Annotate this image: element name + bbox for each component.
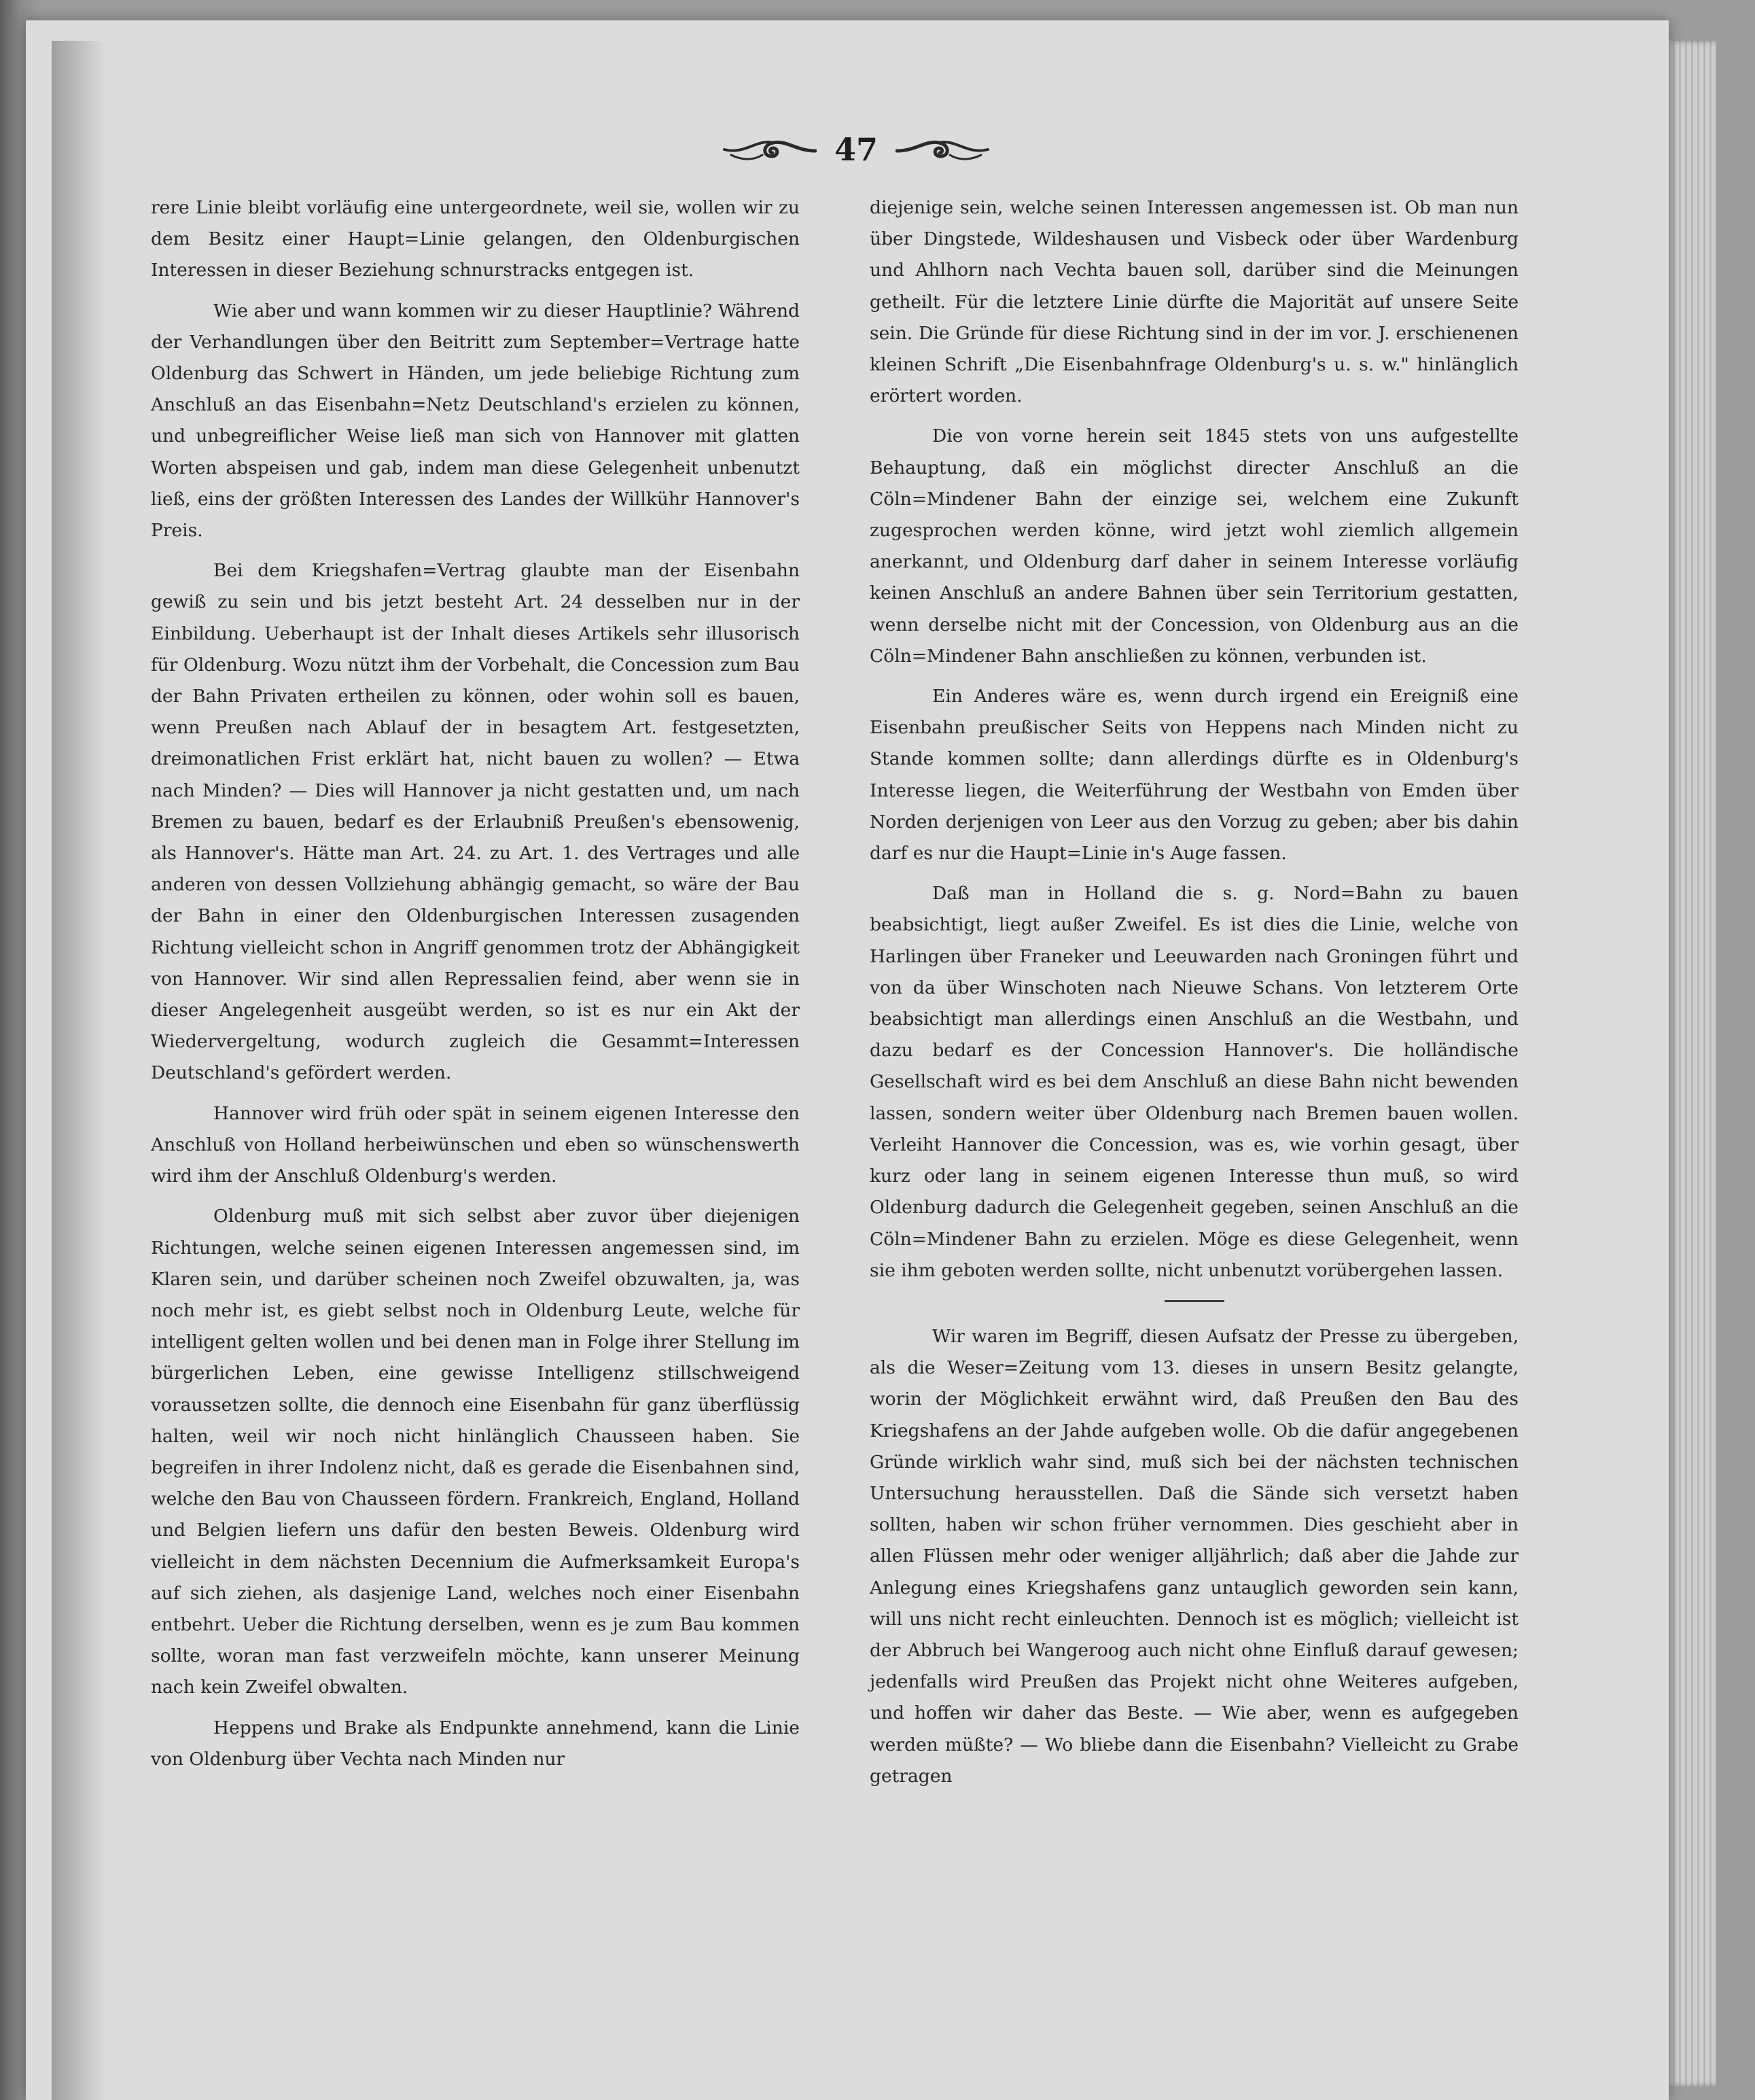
paragraph: Die von vorne herein seit 1845 stets von uns aufgestellte Behauptung, daß ein möglichst directer Anschluß an die Cöln=Mindener Bahn der einzige sei, welchem eine Zukunft zugesprochen werden könne, wird jetzt wohl ziemlich allgemein anerkannt, und Oldenburg darf daher in seinem Interesse vorläufig keinen Anschluß an andere Bahnen über sein Territorium gestatten, wenn derselbe nicht mit der Concession, von Oldenburg aus an die Cöln=Mindener Bahn anschließen zu können, verbunden ist. (870, 425, 1519, 667)
paragraph: Daß man in Holland die s. g. Nord=Bahn zu bauen beabsichtigt, liegt außer Zweifel. Es ist dies die Linie, welche von Harlingen über Franeker und Leeuwarden nach Groningen führt und von da über Winschoten nach Nieuwe Schans. Von letzterem Orte beabsichtigt man allerdings einen Anschluß an die Westbahn, und dazu bedarf es der Concession Hannover's. Die holländische Gesellschaft wird es bei dem Anschluß an diese Bahn nicht bewenden lassen, sondern weiter über Oldenburg nach Bremen bauen wollen. Verleiht Hannover die Concession, was es, wie vorhin gesagt, über kurz oder lang in seinem eigenen Interesse thun muß, so wird Oldenburg dadurch die Gelegenheit gegeben, seinen Anschluß an die Cöln=Mindener Bahn zu erzielen. Möge es diese Gelegenheit, wenn sie ihm geboten werden sollte, nicht unbenutzt vorübergehen lassen. (870, 883, 1519, 1281)
paragraph: diejenige sein, welche seinen Interessen angemessen ist. Ob man nun über Dingstede, Wildeshausen und Visbeck oder über Wardenburg und Ahlhorn nach Vechta bauen soll, darüber sind die Meinungen getheilt. Für die letztere Linie dürfte die Majorität auf unsere Seite sein. Die Gründe für diese Richtung sind in der im vor. J. erschienenen kleinen Schrift „Die Eisenbahnfrage Oldenburg's u. s. w." hinlänglich erörtert worden. (870, 197, 1519, 407)
section-divider (1165, 1300, 1224, 1302)
paragraph: Heppens und Brake als Endpunkte annehmend, kann die Linie von Oldenburg über Vechta nach Minden nur (151, 1717, 800, 1770)
page-edges (1669, 41, 1716, 2086)
gutter-shadow (52, 41, 106, 2100)
page-header (700, 126, 1012, 173)
page-number: 47 (834, 131, 878, 168)
paragraph: Ein Anderes wäre es, wenn durch irgend ein Ereigniß eine Eisenbahn preußischer Seits von Heppens nach Minden nicht zu Stande kommen sollte; dann allerdings dürfte es in Oldenburg's Interesse liegen, die Weiterführung der Westbahn von Emden über Norden derjenigen von Leer aus den Vorzug zu geben; aber bis dahin darf es nur die Haupt=Linie in's Auge fassen. (870, 686, 1519, 864)
left-flourish-ornament (722, 135, 817, 164)
left-text-column (151, 192, 800, 1784)
paragraph: Hannover wird früh oder spät in seinem eigenen Interesse den Anschluß von Holland herbeiwünschen und eben so wünschenswerth wird ihm der Anschluß Oldenburg's werden. (151, 1102, 800, 1187)
paragraph: rere Linie bleibt vorläufig eine untergeordnete, weil sie, wollen wir zu dem Besitz einer Haupt=Linie gelangen, den Oldenburgischen Interessen in dieser Beziehung schnurstracks entgegen ist. (151, 197, 800, 281)
paragraph: Oldenburg muß mit sich selbst aber zuvor über diejenigen Richtungen, welche seinen eigenen Interessen angemessen sind, im Klaren sein, und darüber scheinen noch Zweifel obzuwalten, ja, was noch mehr ist, es giebt selbst noch in Oldenburg Leute, welche für intelligent gelten wollen und bei denen man in Folge ihrer Stellung im bürgerlichen Leben, eine gewisse Intelligenz stillschweigend voraussetzen sollte, die dennoch eine Eisenbahn für ganz überflüssig halten, weil wir noch nicht hinlänglich Chausseen haben. Sie begreifen in ihrer Indolenz nicht, daß es gerade die Eisenbahnen sind, welche den Bau von Chausseen fördern. Frankreich, England, Holland und Belgien liefern uns dafür den besten Beweis. Oldenburg wird vielleicht in dem nächsten Decennium die Aufmerksamkeit Europa's auf sich ziehen, als dasjenige Land, welches noch einer Eisenbahn entbehrt. Ueber die Richtung derselben, wenn es je zum Bau kommen sollte, woran man fast verzweifeln möchte, kann unserer Meinung nach kein Zweifel obwalten. (151, 1206, 800, 1698)
right-flourish-ornament (896, 135, 991, 164)
paragraph: Wie aber und wann kommen wir zu dieser Hauptlinie? Während der Verhandlungen über den Beitritt zum September=Vertrage hatte Oldenburg das Schwert in Händen, um jede beliebige Richtung zum Anschluß an das Eisenbahn=Netz Deutschland's erzielen zu können, und unbegreiflicher Weise ließ man sich von Hannover mit glatten Worten abspeisen und gab, indem man diese Gelegenheit unbenutzt ließ, eins der größten Interessen des Landes der Willkühr Hannover's Preis. (151, 300, 800, 542)
right-text-column (870, 192, 1519, 1801)
paragraph: Bei dem Kriegshafen=Vertrag glaubte man der Eisenbahn gewiß zu sein und bis jetzt besteht Art. 24 desselben nur in der Einbildung. Ueberhaupt ist der Inhalt dieses Artikels sehr illusorisch für Oldenburg. Wozu nützt ihm der Vorbehalt, die Concession zum Bau der Bahn Privaten ertheilen zu können, oder wohin soll es bauen, wenn Preußen nach Ablauf der in besagtem Art. festgesetzten, dreimonatlichen Frist erklärt hat, nicht bauen zu wollen? — Etwa nach Minden? — Dies will Hannover ja nicht gestatten und, um nach Bremen zu bauen, bedarf es der Erlaubniß Preußen's ebensowenig, als Hannover's. Hätte man Art. 24. zu Art. 1. des Vertrages und alle anderen von dessen Vollziehung abhängig gemacht, so wäre der Bau der Bahn in einer den Oldenburgischen Interessen zusagenden Richtung vielleicht schon in Angriff genommen trotz der Abhängigkeit von Hannover. Wir sind allen Repressalien feind, aber wenn sie in dieser Angelegenheit ausgeübt werden, so ist es nur ein Akt der Wiedervergeltung, wodurch zugleich die Gesammt=Interessen Deutschland's gefördert werden. (151, 560, 800, 1084)
postscript-paragraph: Wir waren im Begriff, diesen Aufsatz der Presse zu übergeben, als die Weser=Zeitung vom 13. dieses in unsern Besitz gelangte, worin der Möglichkeit erwähnt wird, daß Preußen den Bau des Kriegshafens an der Jahde aufgeben wolle. Ob die dafür angegebenen Gründe wirklich wahr sind, muß sich bei der nächsten technischen Untersuchung herausstellen. Daß die Sände sich versetzt haben sollten, haben wir schon früher vernommen. Dies geschieht aber in allen Flüssen mehr oder weniger alljährlich; daß aber die Jahde zur Anlegung eines Kriegshafens ganz untauglich geworden sein kann, will uns nicht recht einleuchten. Dennoch ist es möglich; vielleicht ist der Abbruch bei Wangeroog auch nicht ohne Einfluß darauf gewesen; jedenfalls wird Preußen das Projekt nicht ohne Weiteres aufgeben, und hoffen wir daher das Beste. — Wie aber, wenn es aufgegeben werden müßte? — Wo bliebe dann die Eisenbahn? Vielleicht zu Grabe getragen (870, 1325, 1519, 1787)
